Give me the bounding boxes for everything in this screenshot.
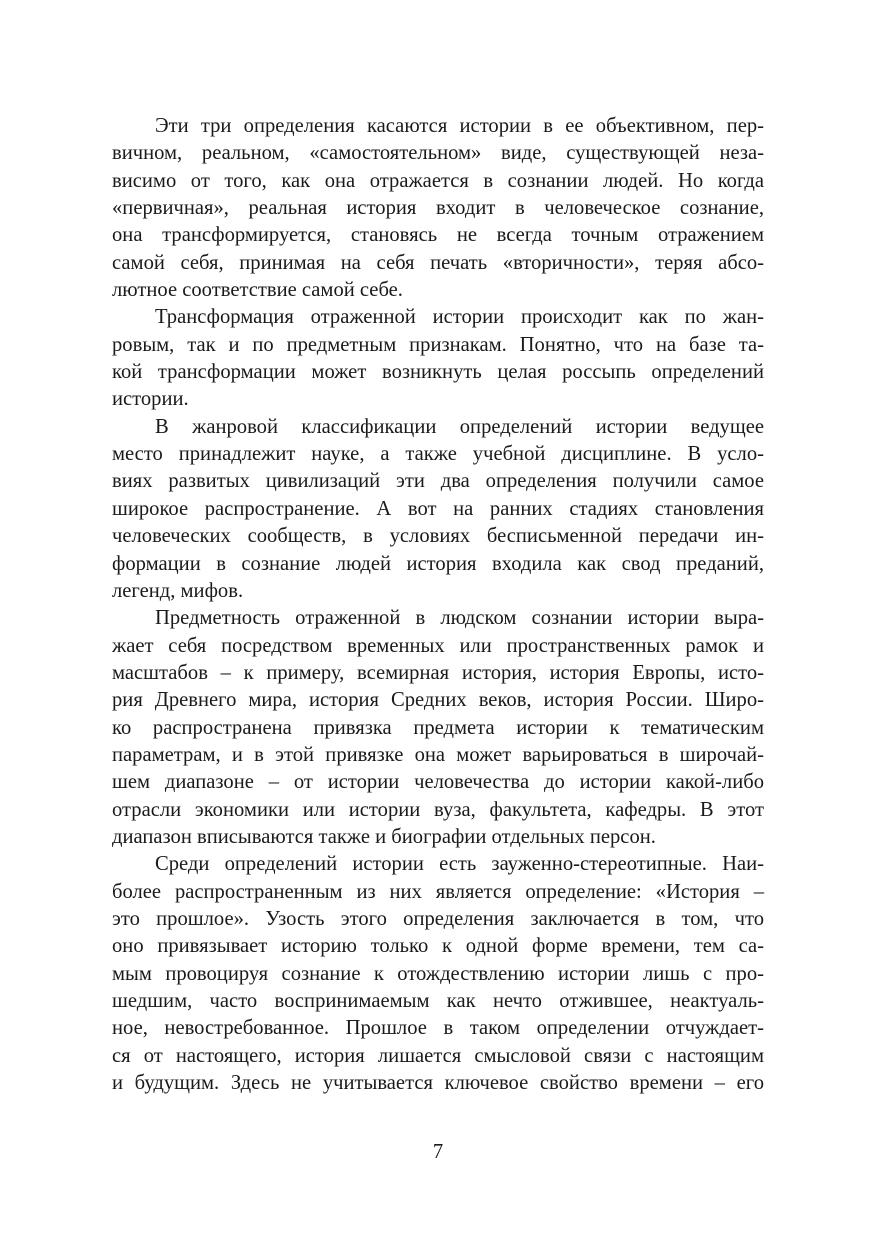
text-line: Эти три определения касаются истории в ее объективном, пер- — [155, 115, 764, 137]
text-line: кой трансформации может возникнуть целая россыпь определений — [112, 361, 764, 384]
text-line: оно привязывает историю только к одной форме времени, тем са- — [112, 935, 764, 958]
text-line: жает себя посредством временных или пространственных рамок и — [112, 634, 764, 657]
paragraph-1 — [112, 113, 764, 304]
paragraph-3 — [112, 414, 764, 605]
text-line: она трансформируется, становясь не всегда точным отражением — [112, 224, 764, 247]
text-line: шедшим, часто воспринимаемым как нечто отжившее, неактуаль- — [112, 990, 764, 1012]
text-line: формации в сознание людей история входила как свод преданий, — [112, 552, 764, 575]
text-line: ровым, так и по предметным признакам. Понятно, что на базе та- — [112, 333, 764, 356]
text-line: виях развитых цивилизаций эти два определения получили самое — [112, 470, 764, 493]
text-line: мым провоцируя сознание к отождествлению истории лишь с про- — [112, 962, 764, 985]
text-line: место принадлежит науке, а также учебной дисциплине. В усло- — [112, 443, 764, 466]
text-line: отрасли экономики или истории вуза, факультета, кафедры. В этот — [112, 798, 764, 821]
text-line: В жанровой классификации определений истории ведущее — [155, 415, 764, 438]
text-line: рия Древнего мира, история Средних веков, история России. Широ- — [112, 689, 764, 712]
text-line: параметрам, и в этой привязке она может варьироваться в широчай- — [112, 743, 764, 766]
text-line: человеческих сообществ, в условиях бесписьменной передачи ин- — [112, 525, 764, 548]
text-line: ся от настоящего, история лишается смысловой связи с настоящим — [112, 1044, 764, 1067]
text-line: Трансформация отраженной истории происходит как по жан- — [155, 306, 764, 329]
text-line: широкое распространение. А вот на ранних стадиях становления — [112, 497, 764, 520]
text-line: истории. — [112, 388, 189, 411]
paragraph-2 — [112, 304, 764, 413]
text-line: шем диапазоне – от истории человечества до истории какой-либо — [112, 771, 764, 794]
text-line: более распространенным из них является определение: «История – — [112, 880, 764, 903]
text-line: ное, невостребованное. Прошлое в таком определении отчуждает- — [112, 1017, 764, 1040]
body-text — [112, 113, 764, 1097]
text-line: самой себя, принимая на себя печать «вторичности», теряя абсо- — [112, 251, 764, 274]
text-line: диапазон вписываются также и биографии отдельных персон. — [112, 825, 656, 848]
text-line: ко распространена привязка предмета истории к тематическим — [112, 716, 764, 739]
text-line: это прошлое». Узость этого определения заключается в том, что — [112, 907, 764, 930]
text-line: Среди определений истории есть зауженно-стереотипные. Наи- — [155, 853, 764, 876]
page-number: 7 — [432, 1141, 444, 1163]
text-line: легенд, мифов. — [112, 579, 244, 602]
text-line: и будущим. Здесь не учитывается ключевое свойство времени – его — [112, 1072, 764, 1095]
paragraph-4 — [112, 605, 764, 851]
text-line: лютное соответствие самой себе. — [112, 279, 403, 302]
text-line: вичном, реальном, «самостоятельном» виде, существующей неза- — [112, 142, 764, 165]
paragraph-5 — [112, 851, 764, 1097]
text-line: висимо от того, как она отражается в сознании людей. Но когда — [112, 169, 764, 192]
text-line: масштабов – к примеру, всемирная история, история Европы, исто- — [112, 661, 764, 684]
text-line: Предметность отраженной в людском сознании истории выра- — [155, 607, 764, 630]
text-line: «первичная», реальная история входит в человеческое сознание, — [112, 197, 764, 220]
